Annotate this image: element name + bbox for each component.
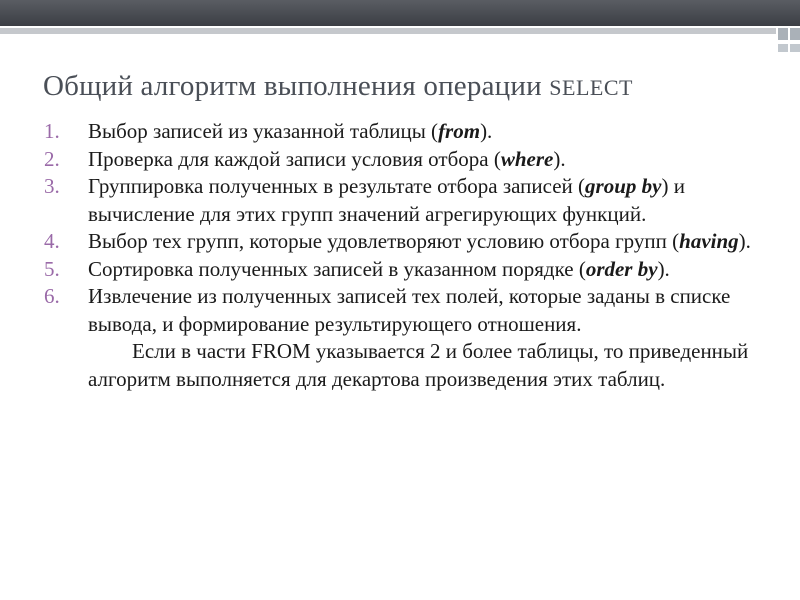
list-item-text-end: ). — [657, 256, 670, 281]
list-item-number: 4. — [44, 229, 60, 253]
slide-title — [43, 70, 633, 103]
list-item-keyword: where — [500, 146, 554, 171]
list-item — [44, 283, 764, 338]
list-item-keyword: group by — [585, 174, 662, 198]
corner-tab-decoration — [790, 44, 800, 52]
list-item-text: Проверка для каждой записи условия отбора ( — [88, 146, 501, 171]
top-decorative-strip — [0, 28, 776, 34]
list-item-text: Извлечение из полученных записей тех полей, которые заданы в списке вывода, и формирование результирующего отношения. — [88, 284, 731, 336]
list-item-text: Выбор тех групп, которые удовлетворяют условию отбора групп ( — [88, 229, 680, 253]
list-item-text-end: ). — [738, 229, 751, 253]
list-item-text: Сортировка полученных записей в указанном порядке ( — [88, 256, 586, 281]
note-paragraph: Если в части FROM указывается 2 и более таблицы, то приведенный алгоритм выполняется для декартова произведения этих таблиц. — [88, 339, 749, 391]
slide-content — [44, 118, 764, 393]
corner-tab-decoration — [778, 44, 788, 52]
corner-tab-decoration — [790, 28, 800, 40]
list-item — [44, 118, 764, 146]
list-item-number: 5. — [44, 256, 60, 281]
list-item-text-end: ). — [480, 119, 493, 143]
corner-tab-decoration — [778, 28, 788, 40]
list-item-number: 3. — [44, 174, 60, 198]
list-item-number: 6. — [44, 284, 60, 308]
list-item-number: 1. — [44, 119, 60, 143]
list-item-keyword: having — [679, 229, 739, 253]
top-decorative-bar — [0, 0, 800, 26]
list-item-text-end: ). — [553, 146, 566, 171]
list-item-keyword: from — [438, 119, 481, 143]
algorithm-steps-list — [44, 118, 764, 338]
list-item-keyword: order by — [585, 256, 658, 281]
list-item-text: Группировка полученных в результате отбора записей ( — [88, 174, 586, 198]
list-item — [44, 146, 764, 174]
slide-title-main: Общий алгоритм выполнения операции — [43, 70, 542, 102]
slide-title-accent: SELECT — [549, 75, 633, 100]
list-item — [44, 173, 764, 228]
list-item — [44, 256, 764, 284]
list-item — [44, 228, 764, 256]
list-item-text: Выбор записей из указанной таблицы ( — [88, 119, 439, 143]
list-item-text-end: ) и вычисление для этих групп значений агрегирующих функций. — [88, 174, 685, 226]
list-item-number: 2. — [44, 146, 60, 171]
